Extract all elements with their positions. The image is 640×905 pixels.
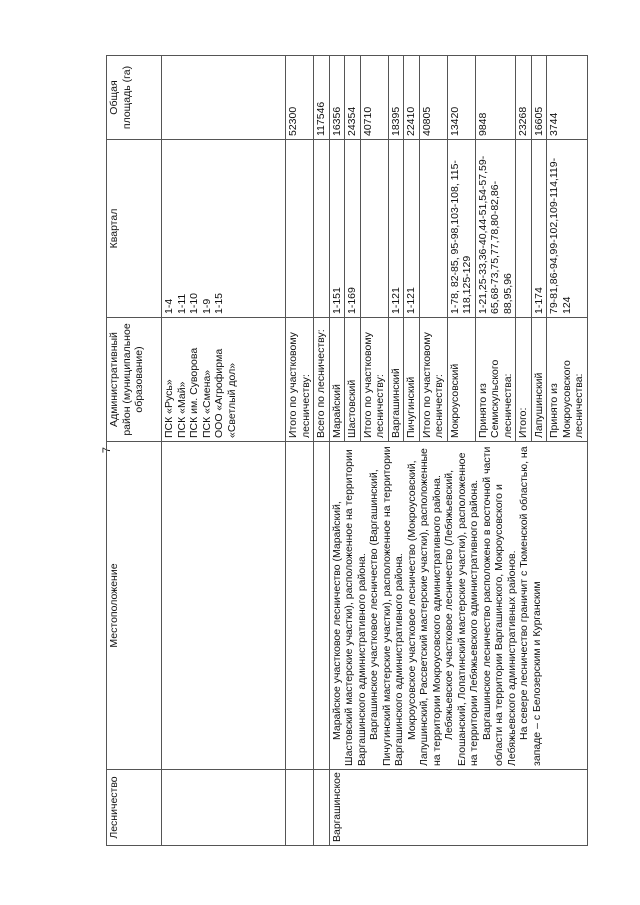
- header-row: [107, 56, 162, 846]
- subtotal-row: Итого по участковому лесничеству: 40805: [419, 56, 447, 846]
- total-row: Всего по лесничеству: 117546: [314, 56, 330, 846]
- subtotal-row: Итого по участковому лесничеству: 52300: [286, 56, 314, 846]
- forestry-table: [106, 55, 588, 846]
- subtotal-row: Итого: 23268: [516, 56, 532, 846]
- header-quarter: Квартал: [107, 140, 162, 318]
- table-row: Варгашинский 1-121 18395: [388, 56, 404, 846]
- header-district: Административный район (муниципальное образование): [107, 318, 162, 442]
- header-area: Общая площадь (га): [107, 56, 162, 140]
- table-row: Лапушинский 1-174 16605: [531, 56, 547, 846]
- header-location: Местоположение: [107, 442, 162, 770]
- table-row: Принято из Мокроусовского лесничества: 79-81,86-94,99-102,109-114,119-124 3744: [547, 56, 588, 846]
- table-row: Пичугинский 1-121 22410: [404, 56, 420, 846]
- header-forestry: Лесничество: [107, 770, 162, 846]
- subtotal-row: Итого по участковому лесничеству: 40710: [360, 56, 388, 846]
- quarter-list: 1-4 1-11 1-10 1-9 1-15: [162, 140, 286, 318]
- table-row: Принято из Семискульского лесничества: 1-21,25-33,36-40,44-51,54-57,59-65,68-73,75,77,78,80-82,86-88,95,96 9848: [475, 56, 516, 846]
- table-row: Шастовский 1-169 24354: [345, 56, 361, 846]
- table-row: Мокроусовский 1-78, 82-85, 95-98,103-108, 115-118,125-129 13420: [447, 56, 475, 846]
- page-number: 7: [101, 446, 114, 454]
- district-list: ПСК «Русь» ПСК «Май» ПСК им. Суворова ПСК «Смена» ООО «Агрофирма «Светлый дол»: [162, 318, 286, 442]
- table-row: [162, 56, 286, 846]
- rotated-table-container: [106, 56, 606, 846]
- location-description: Марайское участковое лесничество (Марайский, Шастовский мастерские участки), расположенное на территории Варгашинского административного района. Варгашинское участковое лесничество (Варгашинский, Пичугинский мастерские участки), расположенное на территории Варгашинского административного района. Мокроусовское участковое лесничество (Мокроусовский, Лапушинский, Рассветский мастерские участки), расположенные на территории Мокроусовского административного района. Лебяжьевское участковое лесничество (Лебяжьевский, Елошанский, Лопатинский мастерские участки), расположенное на территории Лебяжьевского административного района. Варгашинское лесничество расположено в восточной части области на территории Варгашинского, Мокроусовского и Лебяжьевского административных районов. На севере лесничество граничит с Тюменской областью, на западе – с Белозерским и Курганским: [329, 442, 587, 770]
- forestry-name: Варгашинское: [329, 770, 587, 846]
- table-row: Варгашинское Марайское участковое лесничество (Марайский, Шастовский мастерские участки), расположенное на территории Варгашинского административного района. Варгашинское участковое лесничество (Варгашинский, Пичугинский мастерские участки), расположенное на территории Варгашинского административного района. Мокроусовское участковое лесничество (Мокроусовский, Лапушинский, Рассветский мастерские участки), расположенные на территории Мокроусовского административного района. Лебяжьевское участковое лесничество (Лебяжьевский, Елошанский, Лопатинский мастерские участки), расположенное на территории Лебяжьевского административного района. Варгашинское лесничество расположено в восточной части области на территории Варгашинского, Мокроусовского и Лебяжьевского административных районов. На севере лесничество граничит с Тюменской областью, на западе – с Белозерским и Курганским Марайский 1-151 16356: [329, 56, 345, 846]
